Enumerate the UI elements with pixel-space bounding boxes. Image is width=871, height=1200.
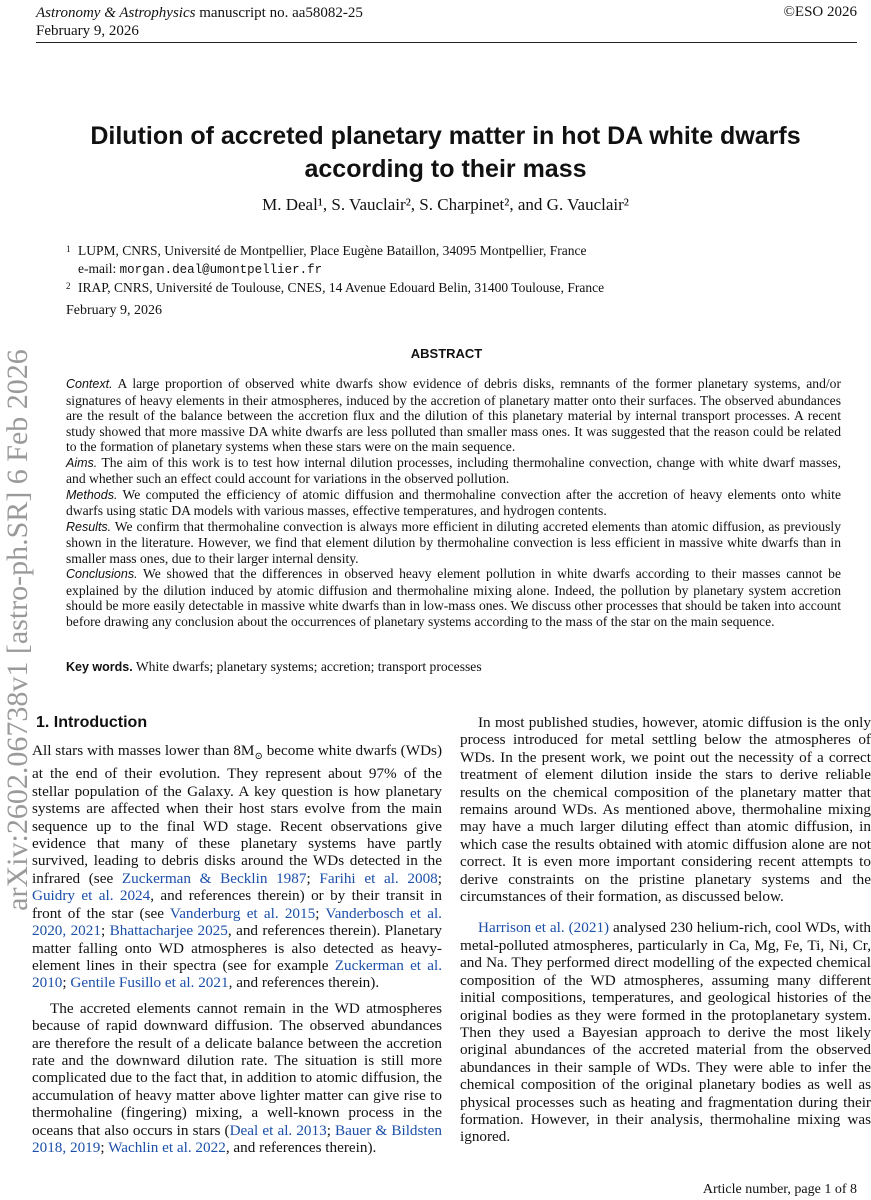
arxiv-stamp-text: arXiv:2602.06738v1 [astro-ph.SR] 6 Feb 2026 <box>1 349 34 911</box>
manuscript-number: manuscript no. aa58082-25 <box>195 5 363 21</box>
journal-name: Astronomy & Astrophysics <box>36 5 196 21</box>
affiliations <box>66 242 851 297</box>
methods-label: Methods. <box>66 487 118 502</box>
abstract-context <box>66 376 841 455</box>
copyright: ©ESO 2026 <box>783 4 857 20</box>
running-header <box>36 4 363 40</box>
citation-link[interactable]: Zuckerman et al. 2010 <box>32 956 442 992</box>
abstract-aims <box>66 455 841 487</box>
citation-year-link[interactable]: (2021) <box>568 919 610 937</box>
text: The accreted elements cannot remain in the WD atmospheres because of rapid downward diffusion. The observed abundances are therefore the result of a delicate balance between the accretion rate and the downward dilution rate. The situation is still more complicated due to the fact that, in addition to atomic diffusion, the accumulation of heavy matter above lighter matter can give rise to thermohaline (fingering) mixing, a well-known process in the oceans that also occurs in stars ( <box>32 999 442 1139</box>
keywords-label: Key words. <box>66 660 133 674</box>
text: ; <box>306 869 320 887</box>
paragraph <box>32 1000 442 1157</box>
results-text: We confirm that thermohaline convection is always more efficient in diluting accreted elements than atomic diffusion, as previously shown in the literature. However, we find that element dilution by thermohaline convection is less efficient in massive white dwarfs than in smaller mass ones, due to their larger internal density. <box>66 518 841 566</box>
text: ; <box>100 922 110 940</box>
left-column <box>32 742 442 1164</box>
citation-link[interactable]: Wachlin et al. 2022 <box>108 1138 226 1156</box>
affiliation-number: 1 <box>66 244 71 254</box>
text: , and references therein) or by their transit in front of the star (see <box>32 887 443 922</box>
text: , and references therein). Planetary matter falling onto WD atmospheres is also detected as heavy-element lines in their spectra (see for example <box>32 922 442 974</box>
header-date: February 9, 2026 <box>36 23 139 39</box>
citation-link[interactable]: Vanderbosch et al. 2020, 2021 <box>32 904 442 940</box>
abstract-heading: ABSTRACT <box>410 346 483 361</box>
methods-text: We computed the efficiency of atomic diffusion and thermohaline convection after the accretion of heavy elements onto white dwarfs using static DA models with various masses, effective temperatures, and hydrogen contents. <box>66 486 841 518</box>
arxiv-stamp <box>0 310 36 950</box>
abstract <box>66 376 841 629</box>
text: ; <box>62 974 71 992</box>
citation-link[interactable]: Farihi et al. 2008 <box>319 869 438 887</box>
text: ; <box>326 1121 336 1139</box>
citation-link[interactable]: Bauer & Bildsten 2018, 2019 <box>32 1121 442 1156</box>
sun-symbol: ⊙ <box>254 751 263 763</box>
aims-label: Aims. <box>66 455 98 470</box>
text: ; <box>100 1138 109 1156</box>
paper-title: Dilution of accreted planetary matter in hot DA white dwarfs according to their mass <box>90 122 801 183</box>
paragraph <box>32 742 442 992</box>
citation-link[interactable]: Vanderburg et al. 2015 <box>169 904 316 922</box>
context-text: A large proportion of observed white dwarfs show evidence of debris disks, remnants of the former planetary systems, and/or signatures of heavy elements in their atmospheres, induced by the accretion of planetary matter onto their surfaces. The observed abundances are the result of the balance between the accretion flux and the dilution of this planetary material by internal transport processes. A recent study showed that more massive DA white dwarfs are less polluted than smaller mass ones. It was suggested that the reason could be related to the formation of planetary systems when these stars were on the main sequence. <box>66 376 841 454</box>
conclusions-text: We showed that the differences in observed heavy element pollution in white dwarfs according to their masses cannot be explained by the dilution induced by atomic diffusion and thermohaline mixing alone. Indeed, the pollution by planetary system accretion should be more easily detectable in massive white dwarfs than in low-mass ones. We discuss other processes that should be taken into account before drawing any conclusion about the occurrences of planetary systems according to the mass of the star on the main sequence. <box>66 566 841 629</box>
affiliation-text: LUPM, CNRS, Université de Montpellier, Place Eugène Bataillon, 34095 Montpellier, France <box>78 243 587 258</box>
affiliation-text: IRAP, CNRS, Université de Toulouse, CNES, 14 Avenue Edouard Belin, 31400 Toulouse, France <box>78 280 605 295</box>
text: ; <box>437 869 442 887</box>
results-label: Results. <box>66 519 112 534</box>
abstract-conclusions <box>66 566 841 629</box>
email-label: e-mail: <box>78 261 120 276</box>
text: analysed 230 helium-rich, cool WDs, with metal-polluted atmospheres, particularly in Ca, Mg, Fe, Ti, Ni, Cr, and Na. They performed direct modelling of the expected chemical composition of the WD atmospheres, assuming many different initial compositions, temperatures, and geological histories of the original bodies as they were formed in the protoplanetary system. Then they used a Bayesian approach to derive the most likely original abundances of the accreted material from the observed abundances in their sample of WDs. They were able to infer the chemical composition of the original planetary bodies as well as physical processes such as heating and fragmentation during their formation. However, in their analysis, thermohaline mixing was ignored. <box>460 919 871 1146</box>
citation-link[interactable]: Zuckerman & Becklin 1987 <box>121 869 307 887</box>
citation-link[interactable]: Guidry et al. 2024 <box>32 887 151 905</box>
email-link[interactable]: morgan.deal@umontpellier.fr <box>119 263 323 277</box>
affiliation-1 <box>66 242 851 279</box>
conclusions-label: Conclusions. <box>66 567 138 581</box>
aims-text: The aim of this work is to test how internal dilution processes, including thermohaline convection, change with white dwarf masses, and whether such an effect could account for variations in the observed pollution. <box>66 454 841 486</box>
paragraph <box>460 919 871 1145</box>
abstract-results <box>66 519 841 567</box>
text: ; <box>315 904 326 922</box>
citation-link[interactable]: Deal et al. 2013 <box>229 1121 327 1139</box>
affiliation-number: 2 <box>66 281 71 291</box>
keywords <box>66 659 841 675</box>
text: All stars with masses lower than 8M <box>32 742 255 759</box>
affiliation-2 <box>66 279 851 297</box>
abstract-methods <box>66 487 841 519</box>
section-heading: 1. Introduction <box>36 714 148 731</box>
text: become white dwarfs (WDs) at the end of their evolution. They represent about 97% of the stellar population of the Galaxy. A key question is how planetary systems are affected when their host stars evolve from the main sequence up to the final WD stage. Recent observations give evidence that many of these planetary systems have partly survived, leading to debris disks around the WDs detected in the infrared (see <box>32 742 442 887</box>
citation-link[interactable]: Bhattacharjee 2025 <box>109 922 228 940</box>
context-label: Context. <box>66 377 113 391</box>
text: , and references therein). <box>225 1138 377 1156</box>
header-rule <box>36 42 857 43</box>
paragraph: In most published studies, however, atomic diffusion is the only process introduced for metal settling below the atmospheres of WDs. In the present work, we point out the necessity of a correct treatment of element dilution inside the stars to derive reliable results on the chemical composition of the planetary matter that remains around WDs. As mentioned above, thermohaline mixing may have a much larger diluting effect than atomic diffusion, in which case the results obtained with atomic diffusion alone are not correct. It is even more important considering recent attempts to derive constraints on the pristine planetary systems and the circumstances of their formation, as discussed below. <box>460 714 871 906</box>
text: , and references therein). <box>228 974 380 992</box>
date-line: February 9, 2026 <box>66 303 163 318</box>
citation-link[interactable]: Harrison et al. <box>478 919 565 937</box>
right-column <box>460 714 871 1154</box>
author-list: M. Deal¹, S. Vauclair², S. Charpinet², and G. Vauclair² <box>262 195 629 214</box>
citation-link[interactable]: Gentile Fusillo et al. 2021 <box>70 974 229 992</box>
keywords-text: White dwarfs; planetary systems; accretion; transport processes <box>132 659 482 674</box>
page-footer: Article number, page 1 of 8 <box>702 1182 857 1197</box>
